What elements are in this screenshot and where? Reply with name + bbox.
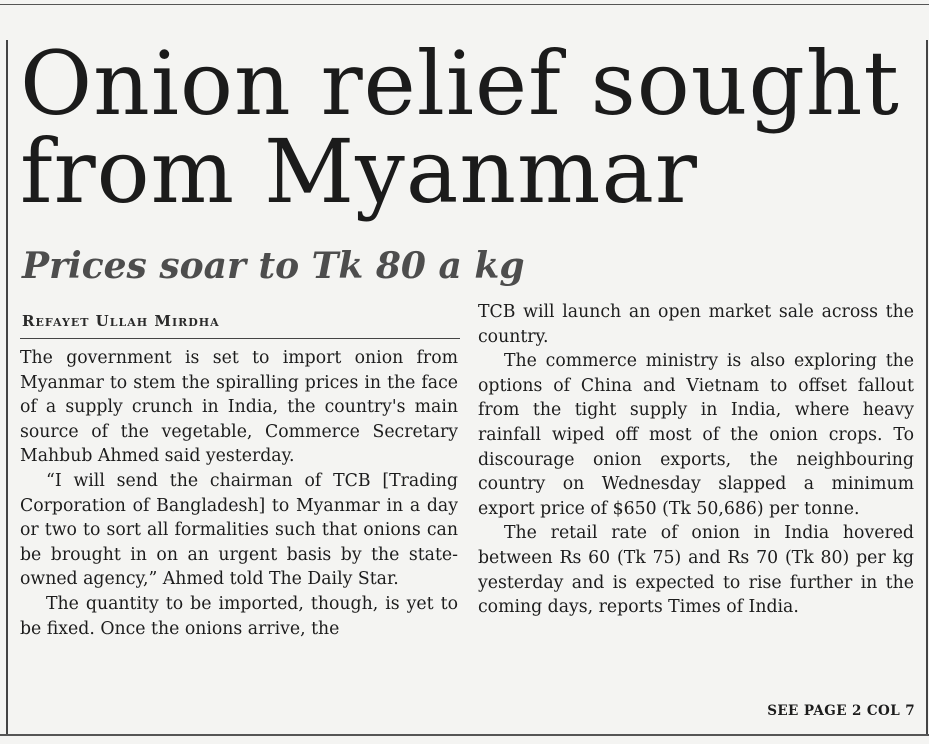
continuation-jump-line: SEE PAGE 2 COL 7 <box>767 703 915 719</box>
bottom-rule <box>0 734 929 736</box>
article-column-2 <box>478 300 914 620</box>
paragraph: The government is set to import onion from Myanmar to stem the spiralling prices in the face of a supply crunch in India, the country's main source of the vegetable, Commerce Secretary Mahbub Ahmed said yesterday. <box>20 348 458 467</box>
right-rule <box>926 40 928 736</box>
headline <box>20 32 920 223</box>
left-rule <box>6 40 8 736</box>
top-rule <box>0 4 929 5</box>
paragraph: The retail rate of onion in India hovered between Rs 60 (Tk 75) and Rs 70 (Tk 80) per kg yesterday and is expected to rise further in the coming days, reports Times of India. <box>478 523 914 618</box>
byline-rule <box>20 338 460 339</box>
paragraph: The commerce ministry is also exploring the options of China and Vietnam to offset fallout from the tight supply in India, where heavy rainfall wiped off most of the onion crops. To discourage onion exports, the neighbouring country on Wednesday slapped a minimum export price of $650 (Tk 50,686) per tonne. <box>478 351 914 519</box>
byline: Refayet Ullah Mirdha <box>22 312 220 330</box>
article-column-1 <box>20 346 458 641</box>
paragraph: “I will send the chairman of TCB [Trading Corporation of Bangladesh] to Myanmar in a day or two to sort all formalities such that onions can be brought in on an urgent basis by the state-owned agency,” Ahmed told The Daily Star. <box>20 470 458 590</box>
paragraph: TCB will launch an open market sale across the country. <box>478 302 914 347</box>
headline-line-2: from Myanmar <box>20 120 698 223</box>
headline-line-1: Onion relief sought <box>20 32 900 135</box>
subheadline: Prices soar to Tk 80 a kg <box>22 245 525 287</box>
paragraph: The quantity to be imported, though, is yet to be fixed. Once the onions arrive, the <box>20 593 458 639</box>
